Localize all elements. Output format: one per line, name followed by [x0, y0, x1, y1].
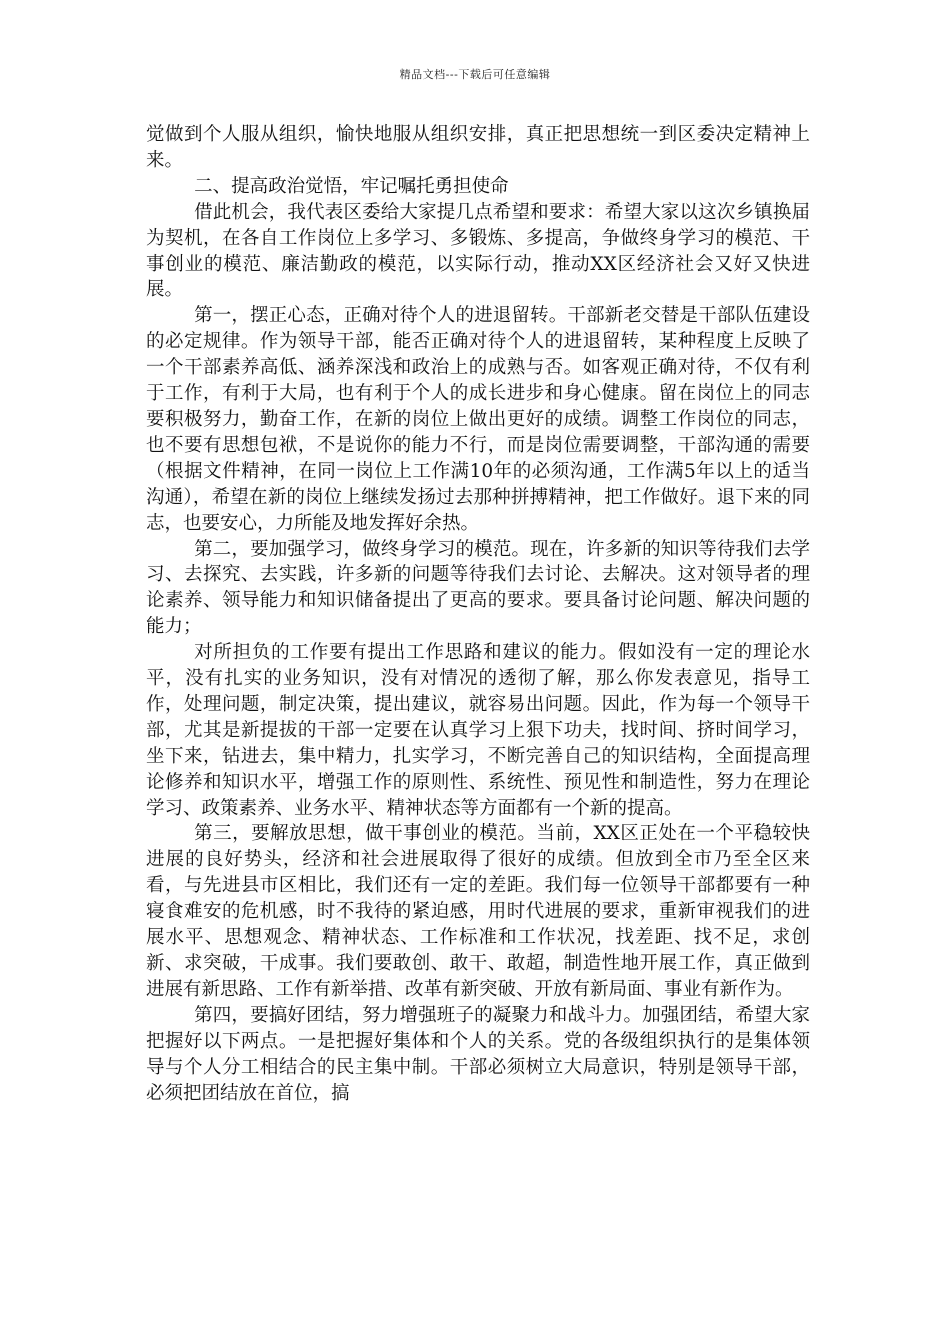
paragraph: 第四，要搞好团结，努力增强班子的凝聚力和战斗力。加强团结，希望大家把握好以下两点。一是把握好集体和个人的关系。党的各级组织执行的是集体领导与个人分工相结合的民主集中制。干部必须树立大局意识，特别是领导干部，必须把团结放在首位，搞	[146, 1004, 810, 1104]
section-heading: 二、提高政治觉悟，牢记嘱托勇担使命	[194, 175, 509, 197]
paragraph-continuation: 觉做到个人服从组织，愉快地服从组织安排，真正把思想统一到区委决定精神上来。	[146, 124, 810, 171]
paragraph: 第二，要加强学习，做终身学习的模范。现在，许多新的知识等待我们去学习、去探究、去实践，许多新的问题等待我们去讨论、去解决。这对领导者的理论素养、领导能力和知识储备提出了更高的要求。要具备讨论问题、解决问题的能力；	[146, 538, 810, 638]
page-header: 精品文档---下载后可任意编辑	[399, 68, 551, 81]
paragraph: 第三，要解放思想，做干事创业的模范。当前，XX区正处在一个平稳较快进展的良好势头，经济和社会进展取得了很好的成绩。但放到全市乃至全区来看，与先进县市区相比，我们还有一定的差距。我们每一位领导干部都要有一种寝食难安的危机感，时不我待的紧迫感，用时代进展的要求，重新审视我们的进展水平、思想观念、精神状态、工作标准和工作状况，找差距、找不足，求创新、求突破，干成事。我们要敢创、敢干、敢超，制造性地开展工作，真正做到进展有新思路、工作有新举措、改革有新突破、开放有新局面、事业有新作为。	[146, 823, 810, 1000]
document-body	[146, 122, 810, 1106]
paragraph: 第一，摆正心态，正确对待个人的进退留转。干部新老交替是干部队伍建设的必定规律。作为领导干部，能否正确对待个人的进退留转，某种程度上反映了一个干部素养高低、涵养深浅和政治上的成熟与否。如客观正确对待，不仅有利于工作，有利于大局，也有利于个人的成长进步和身心健康。留在岗位上的同志要积极努力，勤奋工作，在新的岗位上做出更好的成绩。调整工作岗位的同志，也不要有思想包袱，不是说你的能力不行，而是岗位需要调整，干部沟通的需要（根据文件精神，在同一岗位上工作满10年的必须沟通，工作满5年以上的适当沟通），希望在新的岗位上继续发扬过去那种拼搏精神，把工作做好。退下来的同志，也要安心，力所能及地发挥好余热。	[146, 305, 810, 534]
paragraph: 借此机会，我代表区委给大家提几点希望和要求：希望大家以这次乡镇换届为契机，在各自工作岗位上多学习、多锻炼、多提高，争做终身学习的模范、干事创业的模范、廉洁勤政的模范，以实际行动，推动XX区经济社会又好又快进展。	[146, 201, 810, 301]
paragraph: 对所担负的工作要有提出工作思路和建议的能力。假如没有一定的理论水平，没有扎实的业务知识，没有对情况的透彻了解，那么你发表意见，指导工作，处理问题，制定决策，提出建议，就容易出问题。因此，作为每一个领导干部，尤其是新提拔的干部一定要在认真学习上狠下功夫，找时间、挤时间学习，坐下来，钻进去，集中精力，扎实学习，不断完善自己的知识结构，全面提高理论修养和知识水平，增强工作的原则性、系统性、预见性和制造性，努力在理论学习、政策素养、业务水平、精神状态等方面都有一个新的提高。	[146, 642, 810, 819]
